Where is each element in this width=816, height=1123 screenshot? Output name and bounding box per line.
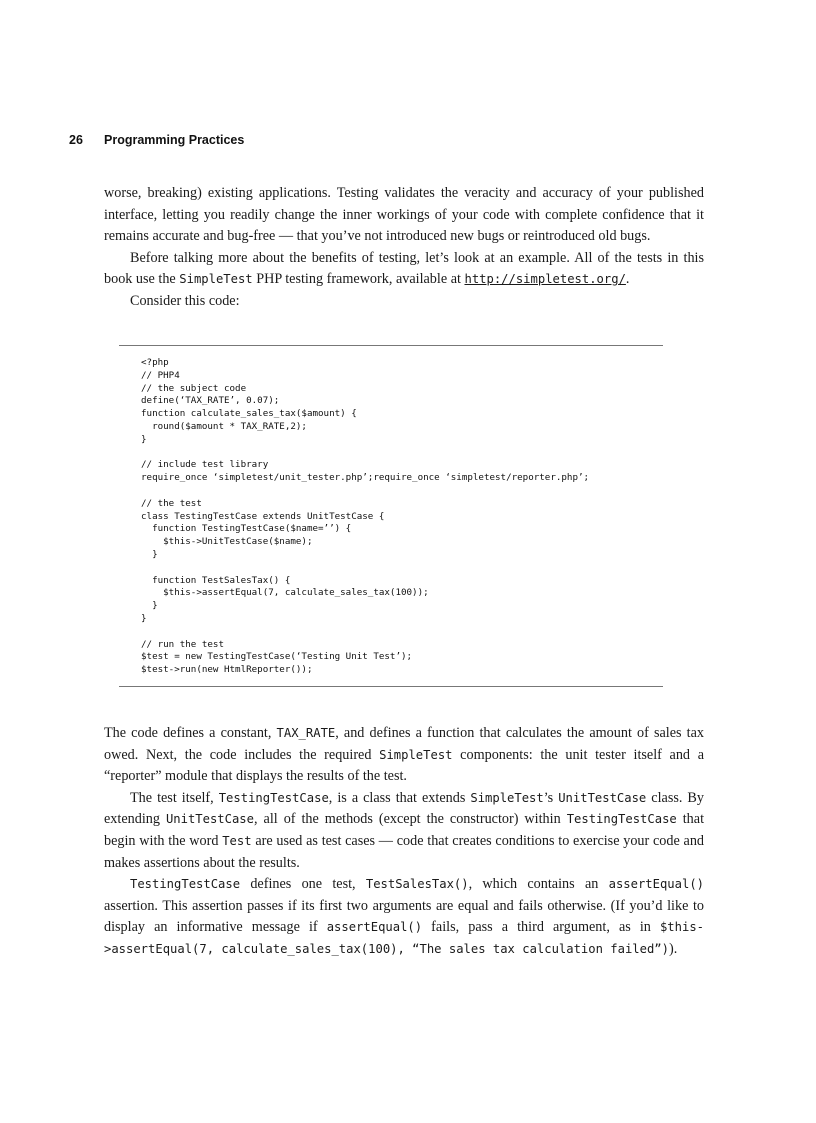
running-title: Programming Practices — [104, 133, 245, 147]
inline-code: SimpleTest — [470, 790, 544, 805]
explanation-text — [104, 723, 704, 961]
code-line: function TestingTestCase($name=’’) { — [141, 523, 352, 535]
paragraph — [104, 248, 704, 291]
text-run: PHP testing framework, available at — [252, 271, 465, 288]
code-line: // the subject code — [141, 382, 247, 394]
code-line: $this->UnitTestCase($name); — [141, 536, 313, 548]
inline-code: TestingTestCase — [566, 812, 677, 827]
inline-code: UnitTestCase — [165, 812, 254, 827]
inline-code: TestSalesTax() — [365, 877, 469, 892]
text-run: ’s — [543, 789, 559, 806]
inline-code: SimpleTest — [179, 272, 253, 287]
intro-text — [104, 183, 704, 313]
inline-code: UnitTestCase — [558, 790, 647, 805]
simpletest-url-link[interactable]: http://simpletest.org/ — [464, 272, 626, 287]
code-line: $test->run(new HtmlReporter()); — [141, 664, 313, 676]
paragraph — [104, 723, 704, 788]
code-listing — [141, 357, 661, 677]
text-run: The code defines a constant, — [104, 725, 277, 741]
text-run: . — [625, 271, 630, 288]
text-run: ). — [669, 940, 678, 957]
inline-code: TAX_RATE — [276, 726, 336, 740]
code-line: class TestingTestCase extends UnitTestCase { — [141, 510, 385, 522]
code-line: // the test — [141, 497, 202, 509]
code-line: define(‘TAX_RATE’, 0.07); — [141, 395, 280, 407]
inline-code: assertEqual() — [608, 877, 704, 892]
running-header — [69, 133, 709, 151]
code-line: <?php — [141, 357, 169, 368]
text-run: are used as test cases — code that creates conditions to exercise your code and makes assertions about the results. — [104, 832, 705, 871]
code-line — [141, 626, 661, 639]
text-run: , all of the methods (except the constructor) within — [254, 811, 567, 828]
code-line: // run the test — [141, 638, 224, 650]
text-run: assertion. This assertion passes if its first two arguments are equal and fails otherwise. (If you’d like to display an informative message if — [104, 897, 704, 936]
code-line — [141, 485, 661, 498]
paragraph — [104, 788, 704, 874]
inline-code: assertEqual() — [326, 920, 423, 935]
text-run: class. By extending — [104, 789, 704, 828]
code-line — [141, 562, 661, 575]
code-line: require_once ‘simpletest/unit_tester.php’;require_once ‘simpletest/reporter.php’; — [141, 472, 590, 484]
paragraph: worse, breaking) existing applications. Testing validates the veracity and accuracy of your published interface, letting you readily change the inner workings of your code with complete confidence that it remains accurate and bug-free — that you’ve not introduced new bugs or reintroduced old bugs. — [104, 185, 704, 245]
text-run: fails, pass a third argument, as in — [422, 919, 660, 936]
paragraph: Consider this code: — [130, 292, 240, 309]
paragraph — [104, 874, 704, 960]
code-line: function calculate_sales_tax($amount) { — [141, 408, 357, 420]
text-run: components: the unit tester itself and a “reporter” module that displays the results of the test. — [104, 746, 704, 785]
code-line: } — [141, 600, 158, 612]
inline-code: $this->assertEqual(7, calculate_sales_tax(100), “The sales tax calculation failed”) — [104, 920, 704, 956]
code-line: round($amount * TAX_RATE,2); — [141, 420, 307, 432]
code-line — [141, 447, 661, 460]
text-run: , which contains an — [468, 876, 609, 893]
inline-code: SimpleTest — [379, 747, 453, 762]
text-run: , is a class that extends — [328, 789, 471, 806]
code-line: // PHP4 — [141, 369, 180, 381]
text-run: The test itself, — [130, 789, 219, 806]
code-line: // include test library — [141, 459, 269, 471]
code-line: } — [141, 612, 147, 624]
inline-code: Test — [222, 833, 252, 848]
inline-code: TestingTestCase — [218, 790, 329, 805]
text-run: Before talking more about the benefits of testing, let’s look at an example. All of the tests in this book use the — [104, 249, 704, 288]
text-run: , and defines a function that calculates the amount of sales tax owed. Next, the code includes the required — [104, 725, 704, 763]
page-number: 26 — [69, 133, 83, 147]
text-run: defines one test, — [240, 876, 366, 893]
code-line: function TestSalesTax() { — [141, 574, 291, 586]
code-rule-top — [119, 345, 663, 346]
code-line: } — [141, 433, 147, 445]
code-rule-bottom — [119, 686, 663, 687]
code-line: } — [141, 548, 158, 560]
inline-code: TestingTestCase — [130, 877, 241, 892]
code-line: $test = new TestingTestCase(‘Testing Unit Test’); — [141, 651, 413, 663]
code-line: $this->assertEqual(7, calculate_sales_tax(100)); — [141, 587, 429, 599]
text-run: that begin with the word — [104, 811, 705, 849]
